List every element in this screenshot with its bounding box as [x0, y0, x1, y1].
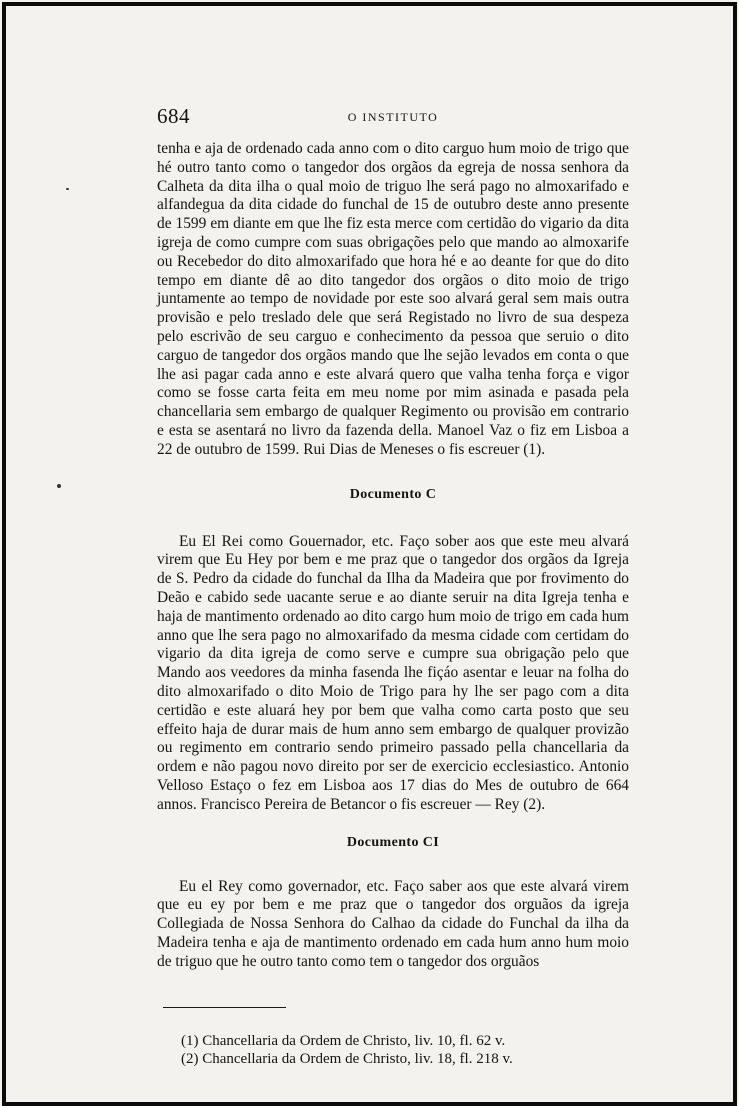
footnotes [181, 1032, 629, 1068]
body-paragraph: Eu El Rei como Gouernador, etc. Faço sober aos que este meu alvará virem que Eu Hey por bem e me praz que o tangedor dos orgãos da Igreja de S. Pedro da cidade do funchal da Ilha da Madeira que por frovimento do Deão e cabido sede uacante serue e ao diante seruir na dita Igreja tenha e haja de mantimento ordenado ao dito cargo hum moio de trigo em cada hum anno que lhe sera pago no almoxarifado da mesma cidade com certidam do vigario da dita igreja de como serve e cumpre sua obrigação pelo que Mando aos veedores da minha fasenda lhe fiçáo asentar e leuar na folha do dito almoxarifado o dito Moio de Trigo para hy lhe ser pago com a dita certidão e este aluará hey por bem que valha como carta posto que seu effeito haja de durar mais de hum anno sem embargo de qualquer provizão ou regimento em contrario sendo primeiro passado pella chancellaria da ordem e não pagou novo direito por ser de exercicio ecclesiastico. Antonio Velloso Estaço o fez em Lisboa aos 17 dias do Mes de outubro de 664 annos. Francisco Pereira de Betancor o fis escreuer — Rey (2). [157, 532, 629, 813]
running-title: O INSTITUTO [347, 110, 439, 124]
footnote: (2) Chancellaria da Ordem de Christo, liv. 18, fl. 218 v. [181, 1051, 513, 1068]
body-paragraph: tenha e aja de ordenado cada anno com o dito carguo hum moio de trigo que hé outro tanto como o tangedor dos orgãos da egreja de nossa senhora da Calheta da dita ilha o qual moio de triguo lhe será pago no almoxarifado e alfandegua da dita cidade do funchal de 15 de outubro deste anno presente de 1599 em diante em que lhe fiz esta merce com certidão do vigario da dita igreja de como cumpre com suas obrigações pelo que mando ao almoxarife ou Recebedor do dito almoxarifado que hora hé e ao deante for que do dito tempo em diante dê ao dito tangedor dos orgãos o dito moio de trigo juntamente ao tempo de novidade por este soo alvará geral sem mais outra provisão e pelo treslado dele que será Registado no livro de sua despeza pelo escrivão de seu carguo e conhecimento da pessoa que seruio o dito carguo de tangedor dos orgãos mando que lhe sejão levados em conta o que lhe asi pagar cada anno e este alvará quero que valha tenha força e vigor como se fosse carta feita em meu nome por mim asinada e pasada pela chancellaria sem embargo de qualquer Regimento ou provisão em contrario e esta se asentará no livro da fazenda della. Manoel Vaz o fiz em Lisboa a 22 de outubro de 1599. Rui Dias de Meneses o fis escreuer (1). [157, 140, 629, 458]
footnote-divider [163, 1007, 286, 1008]
page-header [157, 104, 629, 140]
body-paragraph: Eu el Rey como governador, etc. Faço saber aos que este alvará virem que eu ey por bem e me praz que o tangedor dos orguãos da igreja Collegiada de Nossa Senhora do Calhao da cidade do Funchal da ilha da Madeira tenha e aja de mantimento ordenado em cada hum anno hum moio de triguo que he outro tanto como tem o tangedor dos orguãos [157, 877, 629, 970]
ink-speck [66, 188, 69, 190]
section-heading-documento-c: Documento C [349, 486, 437, 502]
footnote: (1) Chancellaria da Ordem de Christo, liv. 10, fl. 62 v. [181, 1033, 506, 1050]
ink-speck [57, 484, 61, 488]
section-heading-documento-ci: Documento CI [346, 834, 440, 850]
page-number: 684 [157, 104, 190, 128]
document-page [157, 104, 629, 1068]
